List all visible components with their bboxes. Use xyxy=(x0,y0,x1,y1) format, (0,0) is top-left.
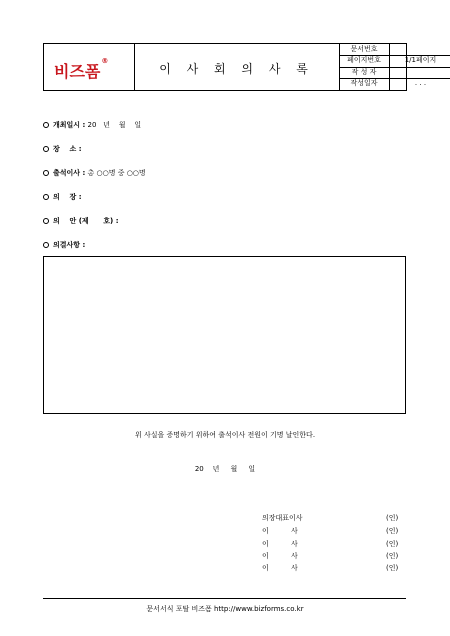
meta-value: . . . xyxy=(414,79,427,87)
meta-row-author xyxy=(339,67,450,78)
item-resolutions: 의결사항 : xyxy=(43,240,85,250)
meta-row-date xyxy=(339,78,450,89)
signature-role: 의장대표이사 xyxy=(262,514,303,522)
meta-row-page-number xyxy=(339,55,450,66)
resolutions-box[interactable] xyxy=(43,256,406,414)
meta-label: 문서번호 xyxy=(350,45,378,53)
seal-mark: (인) xyxy=(386,540,399,548)
signature-role: 이 사 xyxy=(262,527,298,535)
item-chairman: 의 장 : xyxy=(43,192,82,202)
document-header xyxy=(43,43,437,91)
seal-mark: (인) xyxy=(386,527,399,535)
circle-bullet-icon xyxy=(43,194,49,200)
seal-mark: (인) xyxy=(386,552,399,560)
footer-text: 문서서식 포탈 비즈폼 http://www.bizforms.co.kr xyxy=(146,605,304,613)
seal-mark: (인) xyxy=(386,564,399,572)
circle-bullet-icon xyxy=(43,122,49,128)
seal-mark: (인) xyxy=(386,514,399,522)
signature-role: 이 사 xyxy=(262,552,298,560)
meta-label: 작성일자 xyxy=(350,79,378,87)
meta-label: 작 성 자 xyxy=(351,68,377,76)
signature-role: 이 사 xyxy=(262,540,298,548)
bizforms-logo: 비즈폼® xyxy=(54,57,109,81)
certification-statement: 위 사실을 증명하기 위하여 출석이사 전원이 기명 날인한다. xyxy=(134,431,316,439)
footer-divider xyxy=(43,598,406,599)
document-title: 이 사 회 의 사 록 xyxy=(159,62,314,76)
item-attending-directors: 출석이사 : 총 ○○명 중 ○○명 xyxy=(43,168,146,178)
meta-row-doc-number xyxy=(339,44,450,55)
item-meeting-datetime: 개최일시 : 20 년 월 일 xyxy=(43,120,141,130)
circle-bullet-icon xyxy=(43,218,49,224)
circle-bullet-icon xyxy=(43,170,49,176)
title-cell xyxy=(134,44,340,90)
circle-bullet-icon xyxy=(43,242,49,248)
meta-table xyxy=(339,44,450,90)
item-agenda: 의 안 (제 호) : xyxy=(43,216,119,226)
date-line: 20 년 월 일 xyxy=(194,465,256,473)
logo-cell xyxy=(44,44,135,90)
meta-value: 1/1페이지 xyxy=(404,56,437,64)
item-location: 장 소 : xyxy=(43,144,82,154)
circle-bullet-icon xyxy=(43,146,49,152)
signature-role: 이 사 xyxy=(262,564,298,572)
meta-label: 페이지번호 xyxy=(347,56,381,64)
